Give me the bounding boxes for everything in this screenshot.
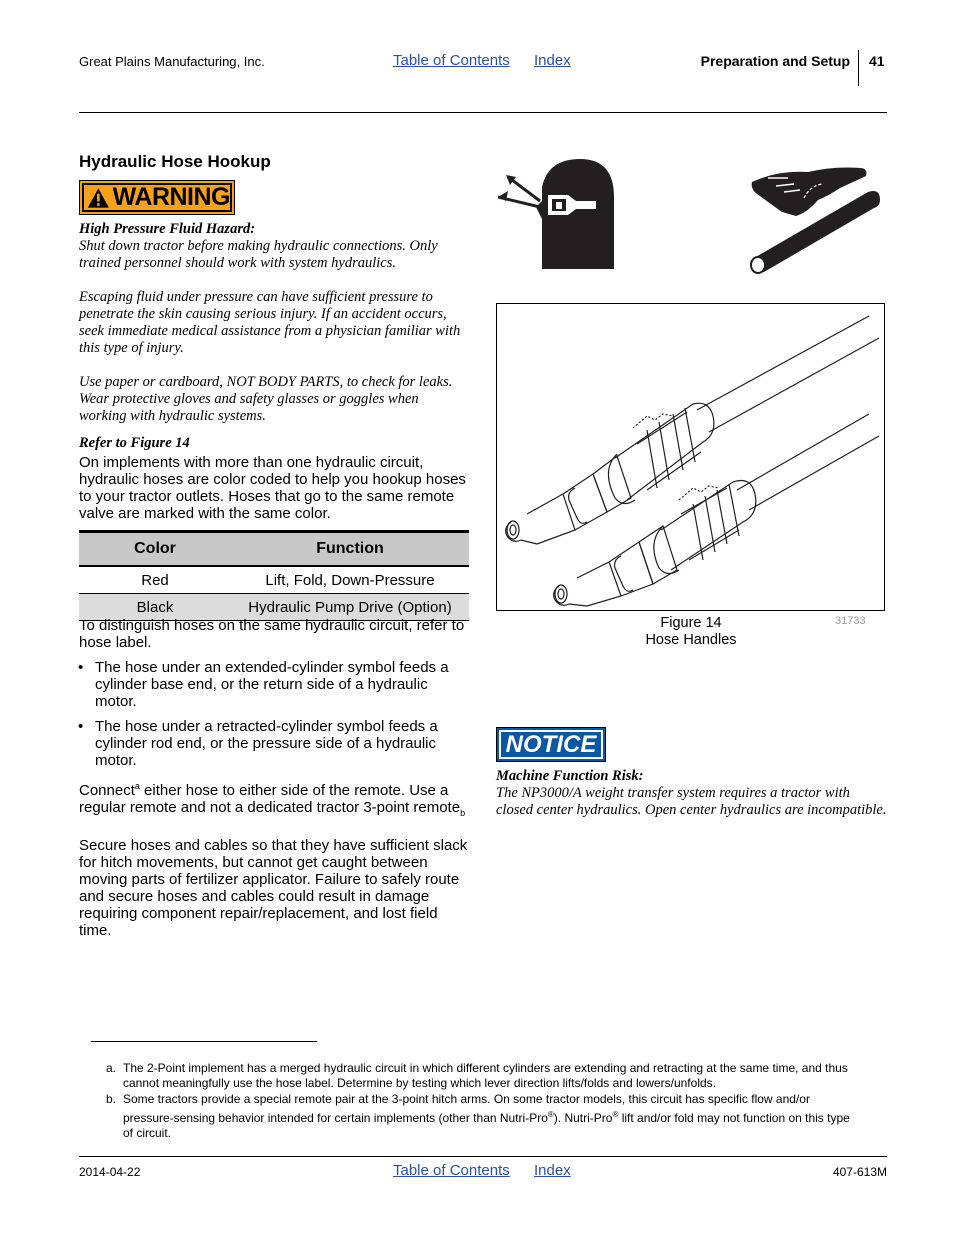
connect-word: Connect: [79, 782, 135, 799]
figure-id: 31733: [835, 615, 866, 627]
footnote-ref-a[interactable]: a: [134, 781, 140, 791]
table-cell-function: Hydraulic Pump Drive (Option): [248, 598, 452, 616]
footnote-rule: [91, 1041, 317, 1042]
table-row: [79, 566, 469, 594]
figure-caption: [496, 615, 886, 649]
list-item: • The hose under an extended-cylinder symbol feeds a cylinder base end, or the return side of a hydraulic motor.: [78, 659, 470, 710]
footer-index-link[interactable]: Index: [534, 1162, 571, 1179]
notice-text-block: [496, 768, 888, 819]
company-name: Great Plains Manufacturing, Inc.: [79, 54, 265, 69]
notice-label: NOTICE: [505, 730, 597, 758]
footer-toc-link[interactable]: Table of Contents: [393, 1162, 510, 1179]
figure-number: Figure 14: [660, 615, 722, 631]
footnote-b-text: [123, 1092, 863, 1141]
warning-badge: [79, 180, 235, 215]
figure-14-frame: [496, 303, 885, 611]
footnote-a-marker: a.: [106, 1061, 117, 1075]
warning-para-3: Use paper or cardboard, NOT BODY PARTS, to check for leaks. Wear protective gloves and safety glasses or goggles when working with hydraulic systems.: [79, 374, 453, 424]
footnote-b-marker: b.: [106, 1092, 117, 1106]
header-rule: [79, 112, 887, 113]
bullet-list: [78, 659, 470, 777]
figure-title: Hose Handles: [645, 632, 737, 648]
intro-paragraph: On implements with more than one hydraulic circuit, hydraulic hoses are color coded to help you hookup hoses to your tractor outlets. Hoses that go to the same remote valve are marked with the same color.: [79, 454, 466, 522]
footnote-b-part: Some tractors provide a special remote pair at the 3-point hitch arms. On some tractor models, this circuit has specific flow and/or pressure-sensing behavior intended for certain implements (other than Nutri-Pro: [123, 1092, 810, 1125]
warning-heading: High Pressure Fluid Hazard:: [79, 221, 256, 237]
header-toc-link[interactable]: Table of Contents: [393, 52, 510, 69]
footnote-b-part: lift and/or fold may not function on this type of circuit.: [123, 1111, 850, 1140]
table-cell-color: Black: [136, 598, 174, 616]
header-divider: [858, 50, 859, 86]
color-function-table: [79, 533, 469, 621]
footer-date: 2014-04-22: [79, 1165, 141, 1179]
section-name: Preparation and Setup: [700, 53, 850, 69]
warning-label: WARNING: [112, 183, 230, 211]
distinguish-paragraph: To distinguish hoses on the same hydraulic circuit, refer to hose label.: [79, 617, 465, 651]
color-table-wrap: [79, 530, 469, 621]
footer-rule: [79, 1156, 887, 1157]
list-item: • The hose under a retracted-cylinder symbol feeds a cylinder rod end, or the pressure side of a hydraulic motor.: [78, 718, 470, 769]
table-cell-function: Lift, Fold, Down-Pressure: [265, 571, 435, 589]
warning-text-block: [79, 221, 469, 425]
header-index-link[interactable]: Index: [534, 52, 571, 69]
footnote-ref-b[interactable]: b: [460, 808, 466, 818]
footnote-a-text: The 2-Point implement has a merged hydraulic circuit in which different cylinders are extending and retracting at the same time, and thus cannot meaningfully use the hose label. Determine by testing which lever direction lifts/folds and lowers/unfolds.: [123, 1061, 848, 1090]
section-title: Hydraulic Hose Hookup: [79, 152, 271, 171]
warning-para-1: Shut down tractor before making hydraulic connections. Only trained personnel should work with system hydraulics.: [79, 238, 438, 271]
table-header-color: Color: [79, 533, 231, 566]
hand-leak-icon: [748, 162, 883, 274]
footnote-b-part: ). Nutri-Pro: [553, 1111, 613, 1125]
safety-glasses-icon: [496, 157, 646, 272]
registered-mark: ®: [547, 1110, 554, 1119]
notice-heading: Machine Function Risk:: [496, 768, 644, 784]
page-number: 41: [869, 53, 885, 69]
notice-text: The NP3000/A weight transfer system requires a tractor with closed center hydraulics. Open center hydraulics are incompatible.: [496, 785, 887, 818]
footer-doc-number: 407-613M: [832, 1165, 887, 1179]
warning-para-2: Escaping fluid under pressure can have sufficient pressure to penetrate the skin causing serious injury. If an accident occurs, seek immediate medical assistance from a physician familiar with this type of injury.: [79, 289, 461, 356]
notice-badge: [496, 727, 606, 762]
registered-mark: ®: [612, 1110, 619, 1119]
connect-paragraph: [79, 778, 471, 822]
secure-paragraph: Secure hoses and cables so that they have sufficient slack for hitch movements, but cannot get caught between moving parts of fertilizer applicator. Failure to safely route and secure hoses and cables could result in damage requiring component repair/replacement, and lost field time.: [79, 837, 468, 939]
table-header-function: Function: [231, 533, 469, 566]
figure-reference: Refer to Figure 14: [79, 435, 190, 451]
warning-triangle-icon: [87, 186, 110, 210]
hose-handles-illustration: [497, 304, 884, 610]
table-cell-color: Red: [141, 571, 169, 589]
connect-text: either hose to either side of the remote. Use a regular remote and not a dedicated tractor 3-point remote: [79, 782, 461, 816]
